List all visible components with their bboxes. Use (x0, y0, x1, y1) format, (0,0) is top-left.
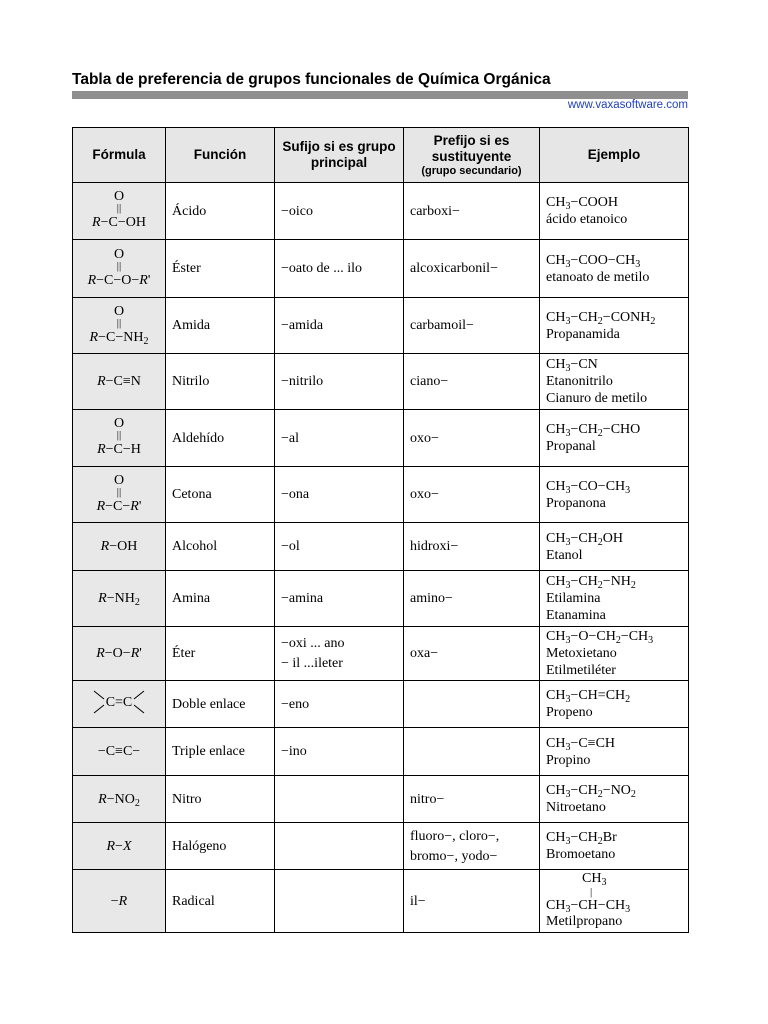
example-cell: $CH_3-CH_2-NH_2$ Etilamina Etanamina (540, 571, 689, 627)
suffix-cell (275, 823, 404, 870)
formula-cell (73, 183, 166, 240)
function-cell: Amina (166, 571, 275, 627)
example-cell: $CH_3-C\equiv CH$ Propino (540, 728, 689, 776)
formula-cell: $R-NH_2$ (73, 571, 166, 627)
example-cell: $CH_3-CH_2OH$ Etanol (540, 523, 689, 571)
formula-line: R−C−O−R' (87, 272, 151, 288)
prefix-cell: oxa− (404, 627, 540, 681)
formula-cell (73, 467, 166, 523)
table-row (73, 728, 689, 776)
formula-cell: −C≡C− (73, 728, 166, 776)
formula-cell: R−C≡N (73, 354, 166, 410)
formula-cell: R−OH (73, 523, 166, 571)
function-cell: Nitro (166, 776, 275, 823)
title-rule (72, 91, 688, 99)
example-cell: $CH_3-COO-CH_3$ etanoato de metilo (540, 240, 689, 298)
function-cell: Alcohol (166, 523, 275, 571)
example-cell: $CH_3-CH_2-CHO$ Propanal (540, 410, 689, 467)
function-cell: Nitrilo (166, 354, 275, 410)
function-cell: Éster (166, 240, 275, 298)
prefix-cell (404, 681, 540, 728)
formula-line: O (113, 472, 125, 488)
prefix-cell: carbamoil− (404, 298, 540, 354)
example-cell: $CH_3-CH_2-CONH_2$ Propanamida (540, 298, 689, 354)
suffix-cell: −ino (275, 728, 404, 776)
table-row (73, 354, 689, 410)
table-row (73, 410, 689, 467)
formula-line: || (116, 202, 122, 214)
prefix-cell: oxo− (404, 410, 540, 467)
suffix-cell: −oato de ... ilo (275, 240, 404, 298)
prefix-cell: fluoro−, cloro−, bromo−, yodo− (404, 823, 540, 870)
prefix-cell: il− (404, 870, 540, 933)
function-cell: Halógeno (166, 823, 275, 870)
prefix-cell: carboxi− (404, 183, 540, 240)
header-prefix-note: (grupo secundario) (421, 164, 522, 177)
example-cell: $CH_3-CN$ Etanonitrilo Cianuro de metilo (540, 354, 689, 410)
example-cell: $CH_3-COOH$ ácido etanoico (540, 183, 689, 240)
suffix-cell: −oxi ... ano − il ...ileter (275, 627, 404, 681)
formula-line: || (116, 259, 122, 272)
formula-cell (73, 681, 166, 728)
formula-line: O (113, 416, 125, 431)
prefix-cell: nitro− (404, 776, 540, 823)
prefix-cell: alcoxicarbonil− (404, 240, 540, 298)
table-row (73, 776, 689, 823)
table-row (73, 467, 689, 523)
suffix-cell (275, 776, 404, 823)
suffix-cell: −ol (275, 523, 404, 571)
table-row (73, 183, 689, 240)
formula-cell: R−X (73, 823, 166, 870)
example-cell: $CH_3-CH_2-NO_2$ Nitroetano (540, 776, 689, 823)
example-cell: $CH_3-CO-CH_3$ Propanona (540, 467, 689, 523)
formula-line: O (113, 246, 125, 262)
suffix-cell: −amina (275, 571, 404, 627)
example-cell: $CH_3-CH_2Br$ Bromoetano (540, 823, 689, 870)
functional-groups-table (72, 127, 689, 933)
function-cell: Aldehído (166, 410, 275, 467)
function-cell: Doble enlace (166, 681, 275, 728)
formula-line: R−C−H (97, 442, 141, 457)
suffix-cell (275, 870, 404, 933)
suffix-cell: −al (275, 410, 404, 467)
function-cell: Éter (166, 627, 275, 681)
formula-line: R−C−R' (96, 498, 142, 514)
alkene-structure: C=C (91, 685, 147, 719)
table-row (73, 870, 689, 933)
formula-line: || (116, 316, 122, 329)
prefix-cell: oxo− (404, 467, 540, 523)
suffix-cell: −amida (275, 298, 404, 354)
header-prefix (404, 128, 540, 183)
header-function: Función (166, 128, 275, 183)
function-cell: Radical (166, 870, 275, 933)
page-title: Tabla de preferencia de grupos funcionales de Química Orgánica (72, 71, 551, 88)
function-cell: Amida (166, 298, 275, 354)
header-row (73, 128, 689, 183)
table-row (73, 681, 689, 728)
suffix-cell: −eno (275, 681, 404, 728)
prefix-cell: amino− (404, 571, 540, 627)
formula-line: $R-C-NH_2$ (89, 329, 149, 347)
table-row (73, 571, 689, 627)
formula-line: O (113, 303, 125, 319)
header-suffix: Sufijo si es grupo principal (275, 128, 404, 183)
suffix-cell: −ona (275, 467, 404, 523)
formula-line: || (116, 429, 122, 441)
formula-line: || (116, 485, 122, 498)
header-prefix-label: Prefijo si es sustituyente (431, 132, 512, 164)
formula-cell (73, 240, 166, 298)
formula-cell: R−O−R' (73, 627, 166, 681)
table-row (73, 298, 689, 354)
prefix-cell (404, 728, 540, 776)
formula-cell (73, 410, 166, 467)
function-cell: Triple enlace (166, 728, 275, 776)
formula-line: O (113, 189, 125, 204)
table-row (73, 823, 689, 870)
formula-cell: −R (73, 870, 166, 933)
formula-cell (73, 298, 166, 354)
formula-cell: $R-NO_2$ (73, 776, 166, 823)
suffix-cell: −nitrilo (275, 354, 404, 410)
table-row (73, 627, 689, 681)
table-row (73, 240, 689, 298)
table-row (73, 523, 689, 571)
example-cell: $CH_3-CH=CH_2$ Propeno (540, 681, 689, 728)
header-example: Ejemplo (540, 128, 689, 183)
function-cell: Cetona (166, 467, 275, 523)
header-formula: Fórmula (73, 128, 166, 183)
formula-line: R−C−OH (92, 215, 146, 230)
example-cell: $CH_3$ | $CH_3-CH-CH_3$ Metilpropano (540, 870, 689, 933)
prefix-cell: hidroxi− (404, 523, 540, 571)
website-link[interactable]: www.vaxasoftware.com (567, 99, 688, 111)
suffix-cell: −oico (275, 183, 404, 240)
function-cell: Ácido (166, 183, 275, 240)
example-cell: $CH_3-O-CH_2-CH_3$ Metoxietano Etilmetiléter (540, 627, 689, 681)
prefix-cell: ciano− (404, 354, 540, 410)
